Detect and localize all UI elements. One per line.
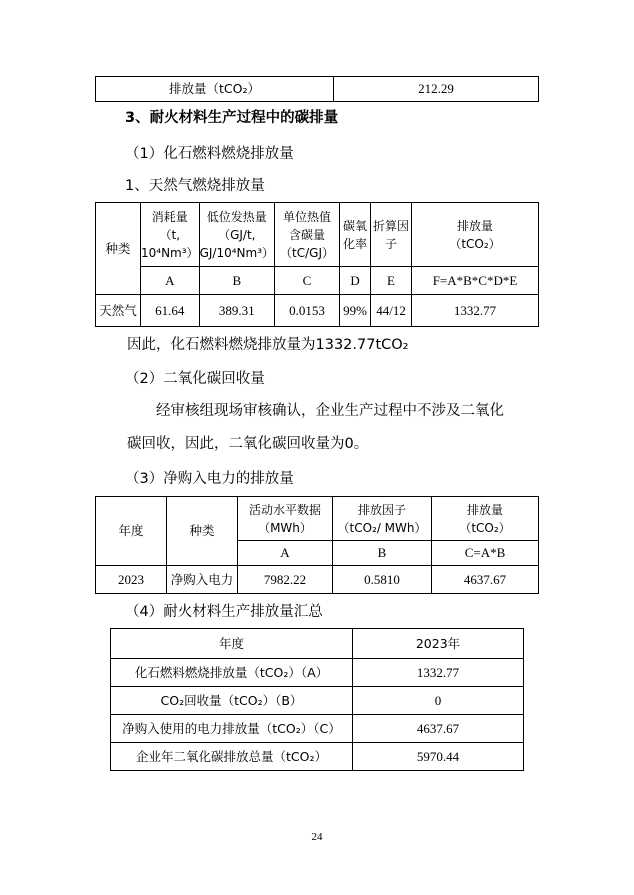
elec-header-year: 年度 (96, 497, 167, 566)
header-heat-value: 低位发热量 （GJ/t, GJ/10⁴Nm³） (199, 203, 274, 267)
letter-b: B (199, 267, 274, 295)
header-kind: 种类 (96, 203, 141, 295)
elec-header-activity: 活动水平数据 （MWh） (238, 497, 333, 541)
header-oxidation-rate: 碳氧 化率 (340, 203, 371, 267)
header-carbon-content: 单位热值 含碳量 （tC/GJ） (275, 203, 340, 267)
natural-gas-table (95, 202, 539, 327)
page-number: 24 (311, 831, 323, 843)
sub1-item: 1、天然气燃烧排放量 (125, 178, 265, 194)
letter-c: C (275, 267, 340, 295)
top-emission-table (95, 76, 539, 102)
elec-row-activity: 7982.22 (238, 566, 333, 594)
elec-row-factor: 0.5810 (333, 566, 432, 594)
row-carbon-content: 0.0153 (275, 295, 340, 327)
elec-row-kind: 净购入电力 (167, 566, 238, 594)
elec-header-factor: 排放因子 （tCO₂/ MWh） (333, 497, 432, 541)
summary-header-2023: 2023年 (353, 629, 524, 659)
emission-label: 排放量（tCO₂） (96, 77, 334, 102)
elec-row-emission: 4637.67 (432, 566, 539, 594)
elec-header-emission: 排放量 （tCO₂） (432, 497, 539, 541)
letter-f: F=A*B*C*D*E (412, 267, 539, 295)
elec-row-year: 2023 (96, 566, 167, 594)
row-emission: 1332.77 (412, 295, 539, 327)
summary-row-value: 0 (353, 687, 524, 715)
elec-letter-c: C=A*B (432, 541, 539, 566)
sub3-title: （3）净购入电力的排放量 (125, 471, 294, 487)
electricity-table (95, 496, 539, 594)
summary-row-label: 企业年二氧化碳排放总量（tCO₂） (111, 743, 353, 771)
letter-a: A (141, 267, 200, 295)
sub2-paragraph-line2: 碳回收，因此，二氧化碳回收量为0。 (127, 436, 369, 452)
sub2-title: （2）二氧化碳回收量 (125, 371, 265, 387)
row-oxidation-rate: 99% (340, 295, 371, 327)
elec-letter-b: B (333, 541, 432, 566)
row-conversion-factor: 44/12 (371, 295, 412, 327)
summary-row-label: 化石燃料燃烧排放量（tCO₂）（A） (111, 659, 353, 687)
row-consumption: 61.64 (141, 295, 200, 327)
row-kind: 天然气 (96, 295, 141, 327)
sub2-paragraph-line1: 经审核组现场审核确认，企业生产过程中不涉及二氧化 (156, 403, 504, 419)
header-conversion-factor: 折算因 子 (371, 203, 412, 267)
sub4-title: （4）耐火材料生产排放量汇总 (125, 604, 323, 620)
header-consumption: 消耗量 （t, 10⁴Nm³） (141, 203, 200, 267)
sub1-conclusion: 因此，化石燃料燃烧排放量为1332.77tCO₂ (127, 337, 409, 353)
elec-header-kind: 种类 (167, 497, 238, 566)
summary-row-value: 5970.44 (353, 743, 524, 771)
elec-letter-a: A (238, 541, 333, 566)
sub1-title: （1）化石燃料燃烧排放量 (125, 146, 294, 162)
summary-row-value: 1332.77 (353, 659, 524, 687)
section3-title: 3、耐火材料生产过程中的碳排量 (125, 110, 339, 126)
letter-d: D (340, 267, 371, 295)
summary-row-label: 净购入使用的电力排放量（tCO₂）（C） (111, 715, 353, 743)
summary-row-value: 4637.67 (353, 715, 524, 743)
header-emission: 排放量 （tCO₂） (412, 203, 539, 267)
row-heat-value: 389.31 (199, 295, 274, 327)
letter-e: E (371, 267, 412, 295)
summary-row-label: CO₂回收量（tCO₂）（B） (111, 687, 353, 715)
summary-table (110, 628, 524, 771)
summary-header-year: 年度 (111, 629, 353, 659)
emission-value: 212.29 (334, 77, 539, 102)
